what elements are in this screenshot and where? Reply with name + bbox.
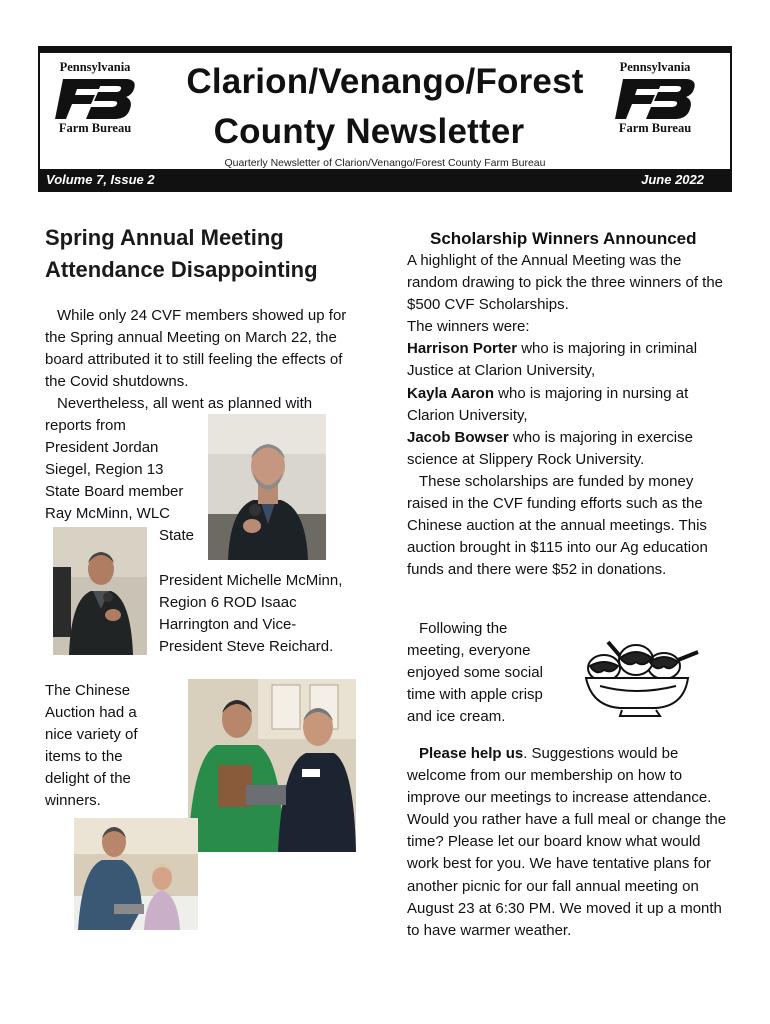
- auction-line: nice variety of: [45, 726, 138, 744]
- winner-2: [407, 383, 725, 427]
- winner-3-text: who is majoring in exercise science at Slippery Rock University.: [407, 428, 693, 468]
- officers-line: President Steve Reichard.: [159, 638, 334, 656]
- issue-bar: [40, 169, 730, 190]
- photo-auction-table: [74, 818, 198, 930]
- auction-lines: [45, 680, 185, 813]
- help-text: [407, 743, 727, 942]
- following-line: and ice cream.: [407, 708, 506, 726]
- winner-3-name: Jacob Bowser: [407, 428, 509, 446]
- following-line: time with apple crisp: [407, 686, 543, 704]
- reports-lines: [45, 415, 205, 525]
- officers-line: President Michelle McMinn,: [159, 572, 343, 589]
- right-headline: Scholarship Winners Announced: [430, 229, 697, 248]
- masthead: [38, 46, 732, 192]
- following-lines: [407, 618, 577, 728]
- logo-top-text: Pennsylvania: [619, 60, 691, 74]
- newsletter-subtitle: Quarterly Newsletter of Clarion/Venango/Forest County Farm Bureau: [224, 157, 546, 169]
- auction-line: The Chinese: [45, 682, 131, 699]
- winner-2-name: Kayla Aaron: [407, 384, 494, 402]
- state-word: State: [159, 527, 195, 544]
- photo-auction-winners: [188, 679, 356, 852]
- reports-line: Ray McMinn, WLC: [45, 505, 171, 523]
- newsletter-title-line1: Clarion/Venango/Forest: [186, 62, 584, 101]
- masthead-rule: [40, 48, 730, 53]
- reports-line: Siegel, Region 13: [45, 461, 164, 479]
- auction-line: winners.: [45, 792, 101, 810]
- winner-2-text: who is majoring in nursing at Clarion University,: [407, 384, 689, 424]
- logo-bottom-text: Farm Bureau: [618, 121, 692, 135]
- auction-line: Auction had a: [45, 704, 137, 722]
- following-line: Following the: [419, 620, 508, 637]
- reports-line: State Board member: [45, 483, 184, 501]
- left-headline: Spring Annual Meeting Attendance Disappointing: [45, 225, 318, 282]
- funding-paragraph: These scholarships are funded by money raised in the CVF funding efforts such as the Chinese auction at the annual meetings. This auction brought in $115 into our Ag education funds and there were $52 in donations.: [407, 472, 708, 579]
- ice-cream-bowl-icon: [580, 630, 708, 720]
- following-line: meeting, everyone: [407, 642, 531, 660]
- officers-line: Region 6 ROD Isaac: [159, 594, 297, 612]
- logo-top-text: Pennsylvania: [59, 60, 131, 74]
- attendance-paragraph: While only 24 CVF members showed up for the Spring annual Meeting on March 22, the board attributed it to still feeling the effects of the Covid shutdowns.: [45, 307, 347, 391]
- reports-line: President Jordan: [45, 439, 159, 457]
- winners-were: The winners were:: [407, 318, 530, 336]
- following-line: enjoyed some social: [407, 664, 543, 682]
- winner-1-name: Harrison Porter: [407, 340, 518, 358]
- winner-3: [407, 427, 725, 471]
- officers-lines: [159, 570, 379, 658]
- auction-line: items to the: [45, 748, 123, 766]
- help-body: . Suggestions would be welcome from our membership on how to improve our meetings to increase attendance. Would you rather have a full meal or change the time? Please let our board know what would work best for you. We have tentative plans for another picnic for our fall annual meeting on August 23 at 6:30 PM. We moved it up a month to have warmer weather.: [407, 745, 727, 939]
- auction-line: delight of the: [45, 770, 131, 788]
- photo-man-with-microphone: [53, 527, 147, 655]
- issue-date: June 2022: [641, 172, 704, 187]
- reports-line: reports from: [45, 417, 126, 434]
- officers-line: Harrington and Vice-: [159, 616, 297, 634]
- newsletter-title-line2: County Newsletter: [213, 112, 525, 151]
- nevertheless-line: Nevertheless, all went as planned with: [57, 395, 313, 413]
- photo-speaker-microphone: [208, 414, 326, 560]
- volume-issue: Volume 7, Issue 2: [46, 172, 155, 187]
- scholarship-body: [407, 250, 725, 581]
- help-paragraph: [407, 743, 727, 942]
- logo-bottom-text: Farm Bureau: [58, 121, 132, 135]
- left-para1: [45, 305, 367, 415]
- help-bold: Please help us: [419, 745, 524, 762]
- winner-1-text: who is majoring in criminal Justice at Clarion University,: [407, 340, 698, 380]
- scholarship-intro: A highlight of the Annual Meeting was the random drawing to pick the three winners of the $500 CVF Scholarships.: [407, 252, 724, 314]
- winner-1: [407, 338, 725, 382]
